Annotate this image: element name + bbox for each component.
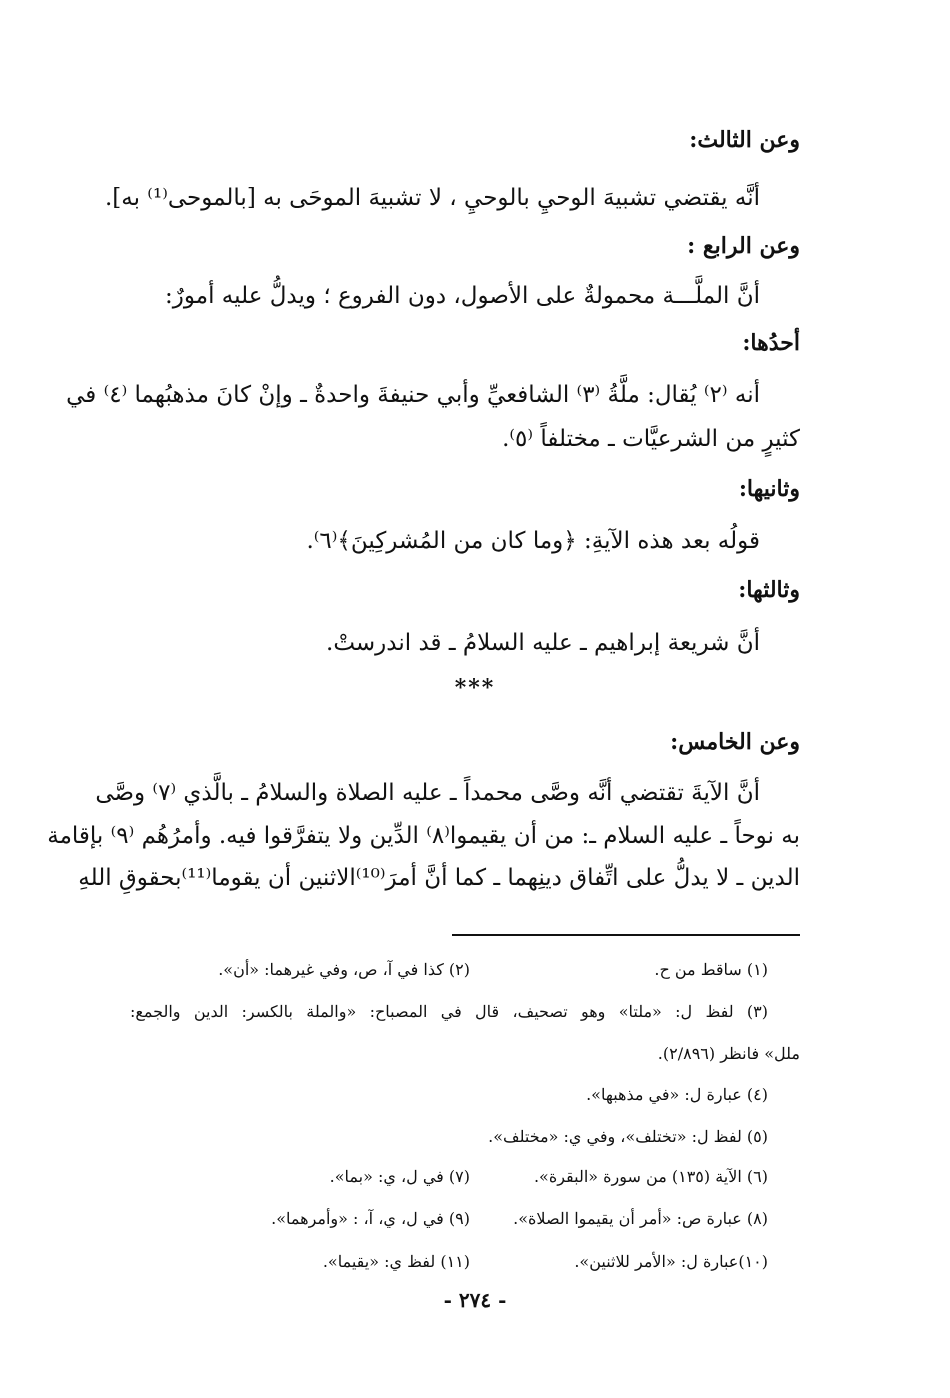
footnote-4: (٤) عبارة ل: «في مذهبها». <box>586 1085 768 1104</box>
heading-thirdly: وثالثها: <box>738 577 800 603</box>
footnote-10: (١٠)عبارة ل: «الأمر للاثنين». <box>574 1252 768 1271</box>
heading-fourth: وعن الرابع : <box>687 233 800 259</box>
heading-second: وثانيها: <box>738 476 800 502</box>
paragraph-fifth-line-3: الدين ـ لا يدلُّ على اتِّفاق دينِهما ـ كما أنَّ أمرَ⁽¹⁰⁾الاثنين أن يقوما⁽¹¹⁾بحقوقِ اللهِ <box>78 865 800 891</box>
section-separator: *** <box>454 675 496 701</box>
paragraph-thirdly: أنَّ شريعة إبراهيم ـ عليه السلامُ ـ قد اندرستْ. <box>326 630 760 656</box>
paragraph-fifth-line-1: أنَّ الآيةَ تقتضي أنَّه وصَّى محمداً ـ عليه الصلاة والسلامُ ـ بالَّذي ⁽٧⁾ وصَّى <box>95 780 760 806</box>
footnote-3-line-2: ملل» فانظر (٢/٨٩٦). <box>657 1044 800 1063</box>
paragraph-second: قولُه بعد هذه الآيةِ: ﴿وما كان من المُشركِينَ﴾⁽٦⁾. <box>306 528 760 554</box>
page-number: - ٢٧٤ - <box>443 1288 507 1312</box>
heading-fifth: وعن الخامس: <box>670 729 800 755</box>
paragraph-fourth: أنَّ الملَّـــة محمولةٌ على الأصول، دون الفروع ؛ ويدلُّ عليه أمورٌ: <box>165 283 760 309</box>
footnote-1: (١) ساقط من ح. <box>654 960 768 979</box>
footnote-3-line-1: (٣) لفظ ل: «ملتا» وهو تصحيف، قال في المصباح: «والملة بالكسر: الدين والجمع: <box>130 1002 768 1021</box>
footnote-5: (٥) لفظ ل: «تختلف»، وفي ي: «مختلف». <box>488 1127 768 1146</box>
footnote-9: (٩) في ل، ي، آ، : «وأمرهما». <box>271 1209 470 1228</box>
paragraph-first-line-1: أنه ⁽٢⁾ يُقال: ملَّةُ ⁽٣⁾ الشافعيِّ وأبي حنيفةَ واحدةٌ ـ وإنْ كانَ مذهبُهما ⁽٤⁾ في <box>66 382 760 408</box>
footnote-8: (٨) عبارة ص: «أمر أن يقيموا الصلاة». <box>513 1209 768 1228</box>
heading-third: وعن الثالث: <box>689 127 800 153</box>
paragraph-fifth-line-2: به نوحاً ـ عليه السلام ـ: من أن يقيموا⁽٨⁾ الدِّين ولا يتفرَّقوا فيه. وأمرُهُم ⁽٩⁾ بإقامة <box>47 823 800 849</box>
footnote-divider <box>452 934 800 936</box>
paragraph-third: أنَّه يقتضي تشبيهَ الوحيِ بالوحيِ ، لا تشبيهَ الموحَى به [بالموحى⁽¹⁾ به]. <box>104 185 760 211</box>
paragraph-first-line-2: كثيرٍ من الشرعيَّات ـ مختلفاً ⁽٥⁾. <box>502 426 800 452</box>
heading-first: أحدُها: <box>742 330 800 356</box>
footnote-11: (١١) لفظ ي: «يقيما». <box>322 1252 470 1271</box>
footnote-6: (٦) الآية (١٣٥) من سورة «البقرة». <box>533 1167 768 1186</box>
footnote-7: (٧) في ل، ي: «بما». <box>329 1167 470 1186</box>
footnote-2: (٢) كذا في آ، ص، وفي غيرهما: «أن». <box>218 960 470 979</box>
